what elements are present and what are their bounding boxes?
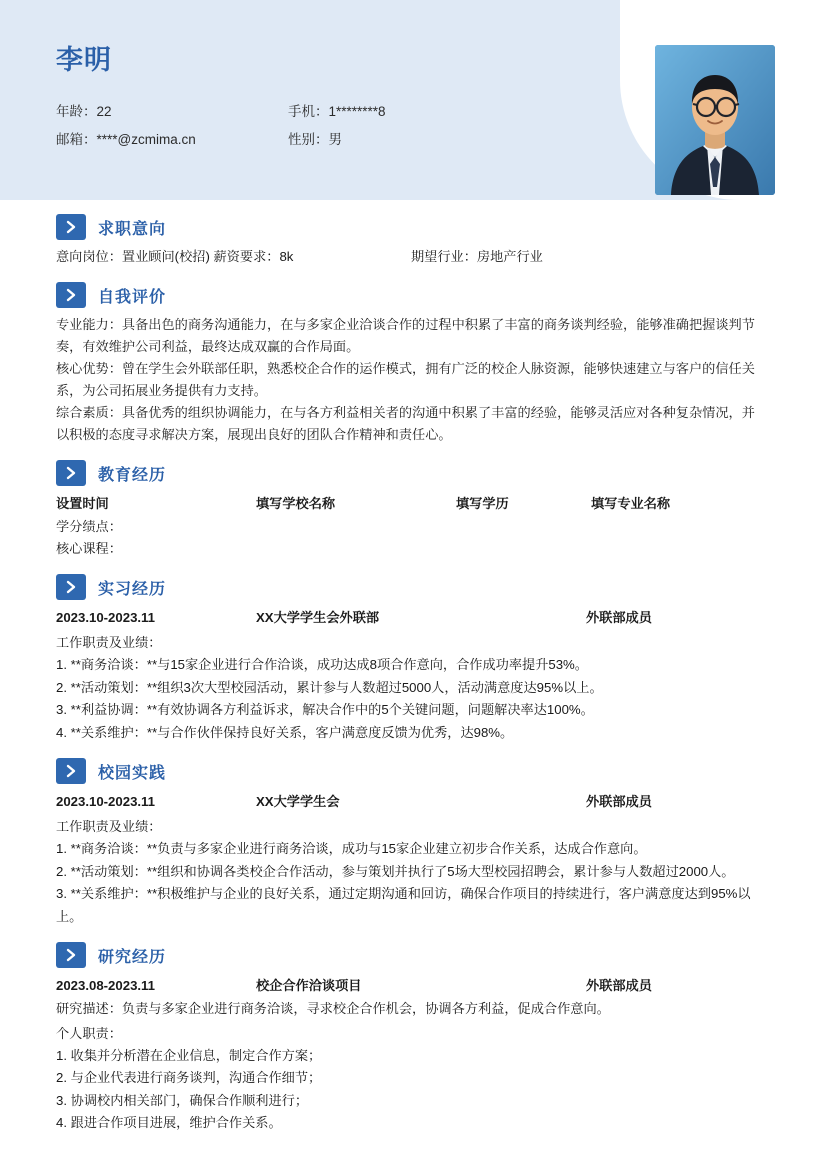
education-gpa: 学分绩点：	[56, 519, 122, 534]
self-eval-paragraph: 综合素质：具备优秀的组织协调能力，在与各方利益相关者的沟通中积累了丰富的经验，能够灵活应对各种复杂情况，并以积极的态度寻求解决方案，展现出良好的团队合作精神和责任心。	[56, 405, 755, 442]
research-duties-label: 个人职责：	[56, 1025, 122, 1041]
section-header-education	[56, 460, 764, 486]
contact-email	[56, 126, 288, 154]
contact-gender-value: 男	[328, 132, 342, 147]
self-eval-paragraph: 核心优势：曾在学生会外联部任职，熟悉校企合作的运作模式，拥有广泛的校企人脉资源，能够快速建立与客户的信任关系，为公司拓展业务提供有力支持。	[56, 361, 755, 398]
contact-row	[56, 126, 520, 154]
research-bullet: 1. 收集并分析潜在企业信息，制定合作方案；	[56, 1047, 322, 1063]
contact-age-label: 年龄：	[56, 104, 97, 119]
education-columns	[56, 492, 764, 516]
research-bullet: 3. 协调校内相关部门，确保合作顺利进行；	[56, 1092, 309, 1108]
self-eval-body	[56, 314, 764, 446]
research-bullet: 2. 与企业代表进行商务谈判，沟通合作细节；	[56, 1070, 322, 1085]
section-title-campus: 校园实践	[98, 764, 167, 782]
section-header-self-eval	[56, 282, 764, 308]
education-col-degree: 填写学历	[456, 496, 509, 511]
contact-info	[56, 98, 520, 154]
contact-phone-label: 手机：	[288, 104, 329, 119]
chevron-right-icon	[56, 214, 86, 240]
campus-bullet: 2. **活动策划：**组织和协调各类校企合作活动，参与策划并执行了5场大型校园招聘会，累计参与人数超过2000人。	[56, 863, 735, 879]
education-col-school: 填写学校名称	[256, 496, 336, 511]
chevron-right-icon	[56, 282, 86, 308]
chevron-right-icon	[56, 460, 86, 486]
research-bullet: 4. 跟进合作项目进展，维护合作关系。	[56, 1115, 282, 1130]
section-title-intent: 求职意向	[98, 220, 167, 238]
section-header-research	[56, 942, 764, 968]
research-role: 外联部成员	[586, 978, 652, 993]
candidate-name: 李明	[56, 45, 112, 75]
intent-industry: 期望行业：房地产行业	[411, 249, 543, 264]
internship-organization: XX大学学生会外联部	[256, 610, 380, 625]
chevron-right-icon	[56, 758, 86, 784]
intent-position-salary: 意向岗位：置业顾问(校招) 薪资要求：8k	[56, 249, 294, 264]
profile-photo	[655, 45, 775, 195]
campus-organization: XX大学学生会	[256, 794, 340, 809]
resume-body	[0, 214, 820, 1135]
chevron-right-icon	[56, 942, 86, 968]
contact-phone-value: 1********8	[328, 104, 386, 119]
contact-gender-label: 性别：	[288, 132, 329, 147]
internship-bullet: 4. **关系维护：**与合作伙伴保持良好关系，客户满意度反馈为优秀，达98%。	[56, 724, 514, 740]
section-title-self-eval: 自我评价	[98, 288, 167, 306]
education-col-time: 设置时间	[56, 496, 109, 511]
education-col-major: 填写专业名称	[591, 496, 671, 511]
internship-period: 2023.10-2023.11	[56, 610, 156, 625]
research-description: 研究描述：负责与多家企业进行商务洽谈，寻求校企合作机会，协调各方利益，促成合作意向。	[56, 1001, 610, 1016]
campus-bullet: 1. **商务洽谈：**负责与多家企业进行商务洽谈，成功与15家企业建立初步合作关系，达成合作意向。	[56, 841, 647, 856]
campus-entry-header	[56, 790, 764, 814]
campus-role: 外联部成员	[586, 794, 652, 809]
internship-duties-label: 工作职责及业绩：	[56, 635, 162, 650]
internship-bullet: 1. **商务洽谈：**与15家企业进行合作洽谈，成功达成8项合作意向，合作成功率提升53%。	[56, 657, 588, 672]
contact-gender	[288, 126, 520, 154]
section-header-intent	[56, 214, 764, 240]
internship-bullet: 3. **利益协调：**有效协调各方利益诉求，解决合作中的5个关键问题，问题解决率达100%。	[56, 702, 594, 717]
campus-period: 2023.10-2023.11	[56, 794, 156, 809]
contact-phone	[288, 98, 520, 126]
section-title-research: 研究经历	[98, 948, 167, 966]
section-header-campus	[56, 758, 764, 784]
education-courses: 核心课程：	[56, 541, 122, 556]
contact-row	[56, 98, 520, 126]
self-eval-paragraph: 专业能力：具备出色的商务沟通能力，在与多家企业洽谈合作的过程中积累了丰富的商务谈判经验，能够准确把握谈判节奏，有效维护公司利益，最终达成双赢的合作局面。	[56, 317, 755, 354]
contact-age-value: 22	[96, 104, 112, 119]
section-header-internship	[56, 574, 764, 600]
campus-bullet: 3. **关系维护：**积极维护与企业的良好关系，通过定期沟通和回访，确保合作项目的持续进行，客户满意度达到95%以上。	[56, 886, 751, 924]
chevron-right-icon	[56, 574, 86, 600]
resume-header	[0, 0, 820, 200]
internship-role: 外联部成员	[586, 610, 652, 625]
section-title-education: 教育经历	[98, 466, 167, 484]
internship-bullet: 2. **活动策划：**组织3次大型校园活动，累计参与人数超过5000人，活动满意度达95%以上。	[56, 679, 603, 695]
internship-entry-header	[56, 606, 764, 630]
research-period: 2023.08-2023.11	[56, 978, 156, 993]
section-title-internship: 实习经历	[98, 580, 167, 598]
research-project: 校企合作洽谈项目	[256, 978, 362, 993]
contact-email-value: ****@zcmima.cn	[96, 132, 196, 147]
campus-duties-label: 工作职责及业绩：	[56, 819, 162, 834]
intent-row	[56, 246, 764, 268]
contact-age	[56, 98, 288, 126]
research-entry-header	[56, 974, 764, 998]
contact-email-label: 邮箱：	[56, 132, 97, 147]
